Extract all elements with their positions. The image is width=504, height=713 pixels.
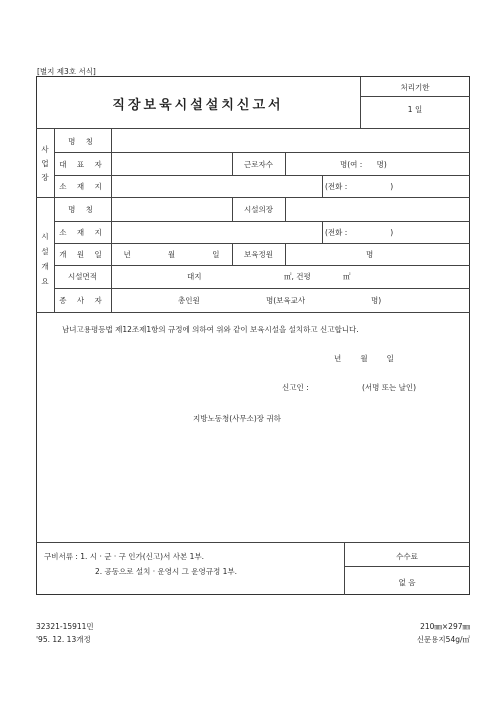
facility-name-label: 명 칭 [68,205,97,214]
business-addr-label: 소 재 지 [59,182,106,191]
land-label: 대지 [187,272,202,281]
open-date-label: 개 원 일 [59,250,106,259]
revision-date: '95. 12. 13개정 [36,635,91,644]
addressee: 지방노동청(사무소)장 귀하 [193,414,281,423]
declarant-label: 신고인 : [282,383,309,392]
paper-type: 신문용지54g/㎡ [416,635,470,644]
form-title: 직장보육시설설치신고서 [112,98,284,113]
deadline-value: 1 일 [407,105,423,114]
form-tag: [별지 제3호 서식] [37,67,96,76]
fee-value: 없 음 [398,578,416,587]
attachments-line1: 구비서류 : 1. 시 · 군 · 구 인가(신고)서 사본 1부. [44,552,204,561]
deadline-label: 처리기한 [400,83,430,92]
teacher-unit: 명) [371,296,382,305]
open-date-value: 년 월 일 [123,250,220,259]
capacity-unit: 명 [366,250,374,259]
workers-label: 근로자수 [244,160,273,169]
building-unit: ㎡ [343,272,351,281]
facility-addr-label: 소 재 지 [59,228,106,237]
facility-phone: (전화 : ) [325,228,394,237]
attachments-line2: 2. 공동으로 설치 · 운영시 그 운영규정 1부. [95,567,238,576]
declaration-date: 년 월 일 [334,354,394,363]
fee-label: 수수료 [396,552,418,561]
capacity-label: 보육정원 [244,250,273,259]
form-frame [36,76,470,595]
total-staff-label: 총인원 [178,296,200,305]
facility-section-label: 시 설 개 요 [41,232,49,286]
area-label: 시설면적 [68,272,97,281]
business-section-label: 사 업 장 [41,145,49,182]
staff-label: 종 사 자 [59,296,106,305]
business-phone: (전화 : ) [325,182,394,191]
facility-head-label: 시설의장 [244,205,273,214]
form-code: 32321-15911민 [36,622,94,631]
declaration-text: 남녀고용평등법 제12조제1항의 규정에 의하여 위와 같이 보육시설을 설치하고 신고합니다. [62,325,359,334]
signature-label: (서명 또는 날인) [362,383,417,392]
business-rep-label: 대 표 자 [59,160,106,169]
business-name-label: 명 칭 [68,137,97,146]
building-label: ㎡, 건평 [284,272,311,281]
teacher-label: 명(보육교사 [266,296,306,305]
workers-value: 명(여 : 명) [340,160,387,169]
paper-size: 210㎜×297㎜ [420,622,470,631]
